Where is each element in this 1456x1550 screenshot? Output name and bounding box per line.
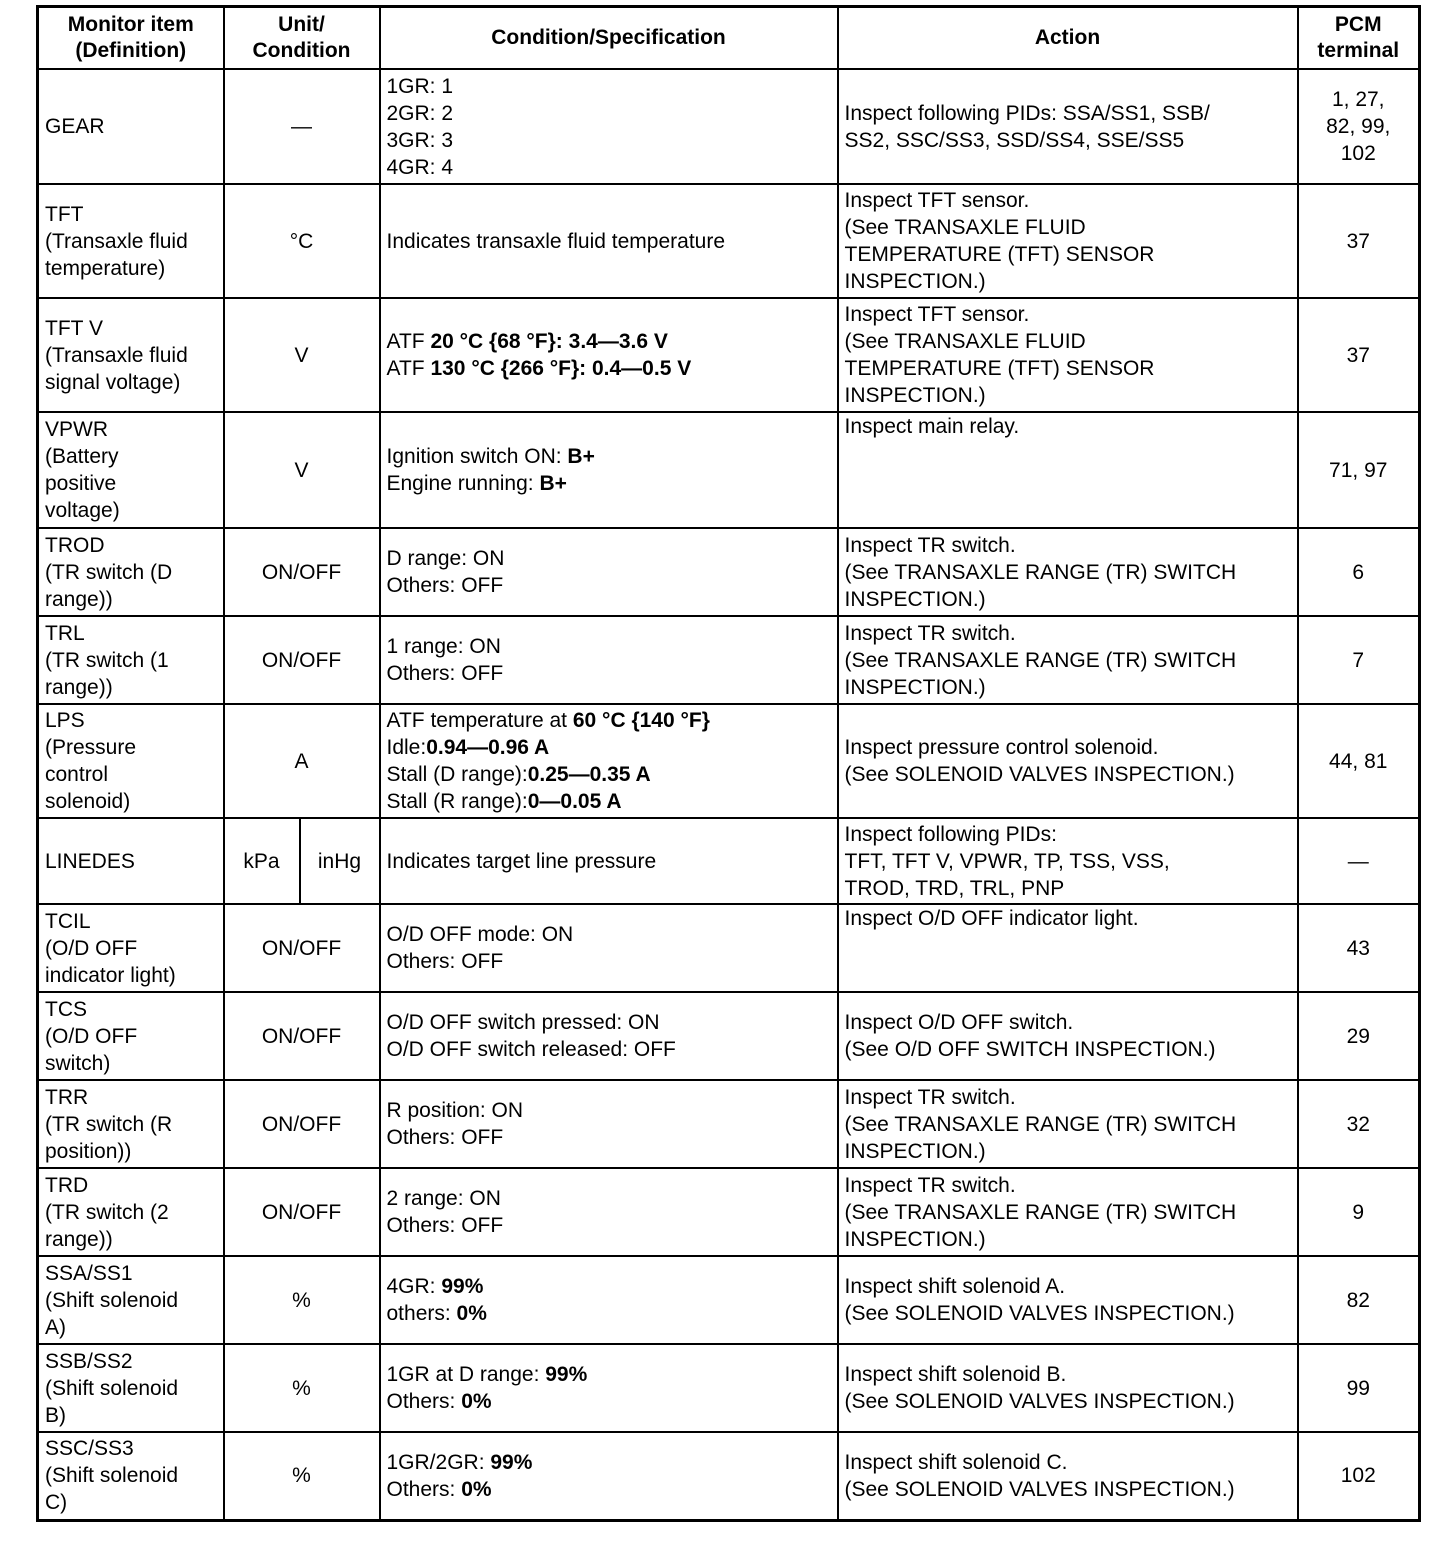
monitor-item-line: (O/D OFF xyxy=(45,936,138,960)
header-pcm-terminal: PCM terminal xyxy=(1298,7,1420,70)
pid-monitor-table xyxy=(36,5,1421,1522)
action-line: Inspect pressure control solenoid. xyxy=(844,736,1159,759)
condition-text: Others: OFF xyxy=(386,1126,504,1149)
action-cell xyxy=(838,69,1298,184)
action-cell xyxy=(838,184,1298,298)
pcm-terminal-line: 82 xyxy=(1346,1288,1370,1312)
unit-cell: ON/OFF xyxy=(224,1168,380,1256)
pcm-terminal-line: 29 xyxy=(1346,1024,1370,1048)
monitor-item-line: SSC/SS3 xyxy=(45,1437,134,1461)
action-line: Inspect main relay. xyxy=(844,415,1020,438)
condition-line xyxy=(387,707,831,734)
condition-text: Engine running: xyxy=(386,472,540,495)
table-row xyxy=(38,69,1420,184)
action-line: (See SOLENOID VALVES INSPECTION.) xyxy=(844,1302,1235,1325)
unit-cell: ON/OFF xyxy=(224,528,380,616)
condition-cell xyxy=(380,904,838,992)
condition-text: 2GR: 2 xyxy=(386,101,454,125)
condition-text: Stall (D range): xyxy=(386,763,528,786)
pcm-terminal-line: 44, 81 xyxy=(1329,749,1388,773)
unit-cell: % xyxy=(224,1256,380,1344)
monitor-item-cell xyxy=(38,298,224,412)
header-unit-condition: Unit/ Condition xyxy=(224,7,380,70)
condition-text: Others: OFF xyxy=(386,1214,504,1237)
monitor-item-cell xyxy=(38,1168,224,1256)
monitor-item-line: TRL xyxy=(45,621,85,645)
action-line: INSPECTION.) xyxy=(844,1139,986,1163)
monitor-item-line: range)) xyxy=(45,675,113,699)
unit-cell: V xyxy=(224,412,380,528)
unit-cell: ON/OFF xyxy=(224,904,380,992)
condition-line xyxy=(387,633,831,660)
table-row xyxy=(38,818,1420,904)
pcm-terminal-cell xyxy=(1298,184,1420,298)
action-cell xyxy=(838,704,1298,818)
monitor-item-line: position)) xyxy=(45,1139,132,1163)
table-row xyxy=(38,704,1420,818)
monitor-item-line: C) xyxy=(45,1491,68,1515)
monitor-item-line: temperature) xyxy=(45,256,166,280)
action-line: INSPECTION.) xyxy=(844,675,986,699)
condition-line xyxy=(387,328,831,355)
monitor-table-sheet xyxy=(36,5,1418,1522)
condition-line xyxy=(387,572,831,599)
monitor-item-line: range)) xyxy=(45,1227,113,1251)
action-cell xyxy=(838,528,1298,616)
condition-line xyxy=(387,788,831,815)
table-body xyxy=(38,69,1420,1520)
condition-text: R position: ON xyxy=(386,1099,524,1122)
table-row xyxy=(38,616,1420,704)
action-line: Inspect TFT sensor. xyxy=(844,303,1030,326)
condition-line xyxy=(387,948,831,975)
action-line: Inspect following PIDs: SSA/SS1, SSB/ xyxy=(844,101,1210,125)
condition-line xyxy=(387,154,831,181)
condition-text: Stall (R range): xyxy=(386,790,528,813)
action-cell xyxy=(838,616,1298,704)
condition-line xyxy=(387,921,831,948)
condition-text: others: xyxy=(386,1302,457,1325)
monitor-item-line: (Shift solenoid xyxy=(45,1376,179,1400)
monitor-item-line: range)) xyxy=(45,587,113,611)
monitor-item-line: A) xyxy=(45,1315,66,1339)
condition-text: ATF xyxy=(386,357,431,380)
pcm-terminal-cell xyxy=(1298,704,1420,818)
condition-cell xyxy=(380,704,838,818)
condition-text: Others: OFF xyxy=(386,662,504,685)
monitor-item-line: solenoid) xyxy=(45,790,131,813)
pcm-terminal-cell xyxy=(1298,616,1420,704)
pcm-terminal-cell xyxy=(1298,992,1420,1080)
action-line: Inspect O/D OFF switch. xyxy=(844,1011,1074,1034)
condition-line xyxy=(387,761,831,788)
condition-line xyxy=(387,1449,831,1476)
pcm-terminal-line: 7 xyxy=(1352,648,1365,672)
condition-line xyxy=(387,470,831,497)
action-cell xyxy=(838,1344,1298,1432)
condition-line xyxy=(387,734,831,761)
unit-cell: ON/OFF xyxy=(224,616,380,704)
condition-line xyxy=(387,660,831,687)
condition-value: 99% xyxy=(441,1275,484,1298)
condition-value: 0% xyxy=(461,1390,492,1413)
action-line: (See TRANSAXLE FLUID xyxy=(844,330,1086,353)
monitor-item-line: B) xyxy=(45,1403,66,1427)
monitor-item-cell xyxy=(38,616,224,704)
condition-cell xyxy=(380,992,838,1080)
condition-line xyxy=(387,1300,831,1327)
action-line: (See SOLENOID VALVES INSPECTION.) xyxy=(844,1390,1235,1413)
condition-text: 2 range: ON xyxy=(386,1187,501,1210)
condition-text: Others: xyxy=(386,1477,462,1501)
action-line: (See O/D OFF SWITCH INSPECTION.) xyxy=(844,1038,1216,1061)
pcm-terminal-cell xyxy=(1298,69,1420,184)
action-line: TEMPERATURE (TFT) SENSOR xyxy=(844,357,1155,380)
action-line: (See TRANSAXLE RANGE (TR) SWITCH xyxy=(844,560,1237,584)
table-row xyxy=(38,904,1420,992)
condition-value: 0% xyxy=(456,1302,487,1325)
monitor-item-line: TCIL xyxy=(45,909,91,933)
condition-text: Ignition switch ON: xyxy=(386,445,568,468)
condition-text: Others: OFF xyxy=(386,574,504,597)
pcm-terminal-line: 32 xyxy=(1346,1112,1370,1136)
monitor-item-cell xyxy=(38,904,224,992)
condition-cell xyxy=(380,1432,838,1520)
action-line: TEMPERATURE (TFT) SENSOR xyxy=(844,243,1155,266)
pcm-terminal-line: 71, 97 xyxy=(1329,458,1388,482)
pcm-terminal-line: 99 xyxy=(1346,1376,1370,1400)
condition-line xyxy=(387,100,831,127)
condition-line xyxy=(387,1097,831,1124)
action-line: Inspect TR switch. xyxy=(844,621,1016,645)
monitor-item-line: (Battery xyxy=(45,445,119,468)
condition-text: 1GR/2GR: xyxy=(386,1450,491,1474)
condition-cell xyxy=(380,412,838,528)
table-row xyxy=(38,1344,1420,1432)
action-line: Inspect TR switch. xyxy=(844,1085,1016,1109)
monitor-item-line: switch) xyxy=(45,1051,111,1075)
pcm-terminal-line: 43 xyxy=(1346,936,1370,960)
action-line: TROD, TRD, TRL, PNP xyxy=(844,876,1065,900)
table-row xyxy=(38,412,1420,528)
unit-cell: % xyxy=(224,1432,380,1520)
table-row xyxy=(38,528,1420,616)
monitor-item-line: GEAR xyxy=(45,115,105,138)
pcm-terminal-line: — xyxy=(1347,849,1369,873)
header-action: Action xyxy=(838,7,1298,70)
condition-cell xyxy=(380,528,838,616)
action-cell xyxy=(838,992,1298,1080)
monitor-item-cell xyxy=(38,1256,224,1344)
monitor-item-cell xyxy=(38,704,224,818)
table-row xyxy=(38,992,1420,1080)
monitor-item-line: (TR switch (R xyxy=(45,1112,173,1136)
table-row xyxy=(38,184,1420,298)
condition-line xyxy=(387,1009,831,1036)
unit-cell: °C xyxy=(224,184,380,298)
action-line: (See TRANSAXLE RANGE (TR) SWITCH xyxy=(844,1112,1237,1136)
condition-line xyxy=(387,1124,831,1151)
monitor-item-line: TRD xyxy=(45,1173,89,1197)
action-cell xyxy=(838,1168,1298,1256)
table-row xyxy=(38,298,1420,412)
action-line: (See SOLENOID VALVES INSPECTION.) xyxy=(844,763,1235,786)
table-row xyxy=(38,1168,1420,1256)
action-cell xyxy=(838,818,1298,904)
monitor-item-line: indicator light) xyxy=(45,963,176,987)
condition-text: 4GR: 4 xyxy=(386,155,454,179)
condition-line xyxy=(387,545,831,572)
monitor-item-line: TCS xyxy=(45,997,87,1021)
condition-text: 1 range: ON xyxy=(386,635,501,658)
condition-cell xyxy=(380,1256,838,1344)
condition-text: Others: xyxy=(386,1390,462,1413)
unit-cell: — xyxy=(224,69,380,184)
pcm-terminal-cell xyxy=(1298,528,1420,616)
action-line: INSPECTION.) xyxy=(844,384,986,407)
monitor-item-line: (Transaxle fluid xyxy=(45,229,188,253)
pcm-terminal-cell xyxy=(1298,1432,1420,1520)
pcm-terminal-line: 102 xyxy=(1340,142,1376,165)
monitor-item-line: (Transaxle fluid xyxy=(45,343,188,367)
condition-line xyxy=(387,73,831,100)
monitor-item-line: control xyxy=(45,763,109,786)
pcm-terminal-line: 9 xyxy=(1352,1200,1365,1224)
pcm-terminal-cell xyxy=(1298,412,1420,528)
unit-cell: inHg xyxy=(300,818,380,904)
action-cell xyxy=(838,1432,1298,1520)
condition-line xyxy=(387,1212,831,1239)
unit-cell: V xyxy=(224,298,380,412)
unit-cell: ON/OFF xyxy=(224,992,380,1080)
monitor-item-line: signal voltage) xyxy=(45,370,181,394)
pcm-terminal-line: 6 xyxy=(1352,560,1365,584)
monitor-item-cell xyxy=(38,528,224,616)
action-line: INSPECTION.) xyxy=(844,270,986,293)
monitor-item-line: TFT V xyxy=(45,316,103,340)
condition-text: ATF temperature at xyxy=(386,709,573,732)
pcm-terminal-cell xyxy=(1298,904,1420,992)
monitor-item-cell xyxy=(38,992,224,1080)
monitor-item-line: positive xyxy=(45,472,117,495)
condition-line xyxy=(387,1185,831,1212)
condition-text: Idle: xyxy=(386,736,427,759)
pcm-terminal-cell xyxy=(1298,818,1420,904)
action-line: Inspect O/D OFF indicator light. xyxy=(844,907,1139,930)
pcm-terminal-cell xyxy=(1298,298,1420,412)
header-condition-specification: Condition/Specification xyxy=(380,7,838,70)
header-monitor-item: Monitor item (Definition) xyxy=(38,7,224,70)
action-line: Inspect shift solenoid B. xyxy=(844,1363,1067,1386)
condition-cell xyxy=(380,69,838,184)
condition-value: 99% xyxy=(490,1450,533,1474)
condition-line xyxy=(387,1476,831,1503)
condition-value: 0% xyxy=(461,1477,492,1501)
condition-value: B+ xyxy=(567,445,595,468)
table-row xyxy=(38,1256,1420,1344)
action-cell xyxy=(838,1080,1298,1168)
monitor-item-line: LINEDES xyxy=(45,849,135,873)
monitor-item-cell xyxy=(38,1344,224,1432)
monitor-item-cell xyxy=(38,1432,224,1520)
action-line: Inspect TR switch. xyxy=(844,533,1016,557)
condition-value: 0—0.05 A xyxy=(527,790,622,813)
unit-cell: A xyxy=(224,704,380,818)
action-cell xyxy=(838,1256,1298,1344)
condition-text: Others: OFF xyxy=(386,950,504,973)
condition-text: Indicates transaxle fluid temperature xyxy=(386,229,726,253)
condition-text: Indicates target line pressure xyxy=(386,849,657,873)
condition-line xyxy=(387,848,831,875)
monitor-item-line: LPS xyxy=(45,709,85,732)
condition-text: 1GR at D range: xyxy=(386,1363,546,1386)
action-line: (See SOLENOID VALVES INSPECTION.) xyxy=(844,1477,1235,1501)
condition-line xyxy=(387,228,831,255)
condition-cell xyxy=(380,818,838,904)
condition-cell xyxy=(380,184,838,298)
monitor-item-line: VPWR xyxy=(45,418,108,441)
action-line: TFT, TFT V, VPWR, TP, TSS, VSS, xyxy=(844,849,1170,873)
condition-line xyxy=(387,1273,831,1300)
monitor-item-line: (Shift solenoid xyxy=(45,1464,179,1488)
condition-text: 4GR: xyxy=(386,1275,442,1298)
action-line: Inspect shift solenoid C. xyxy=(844,1450,1068,1474)
pcm-terminal-cell xyxy=(1298,1256,1420,1344)
condition-value: 0.25—0.35 A xyxy=(527,763,651,786)
unit-cell: kPa xyxy=(224,818,300,904)
condition-value: B+ xyxy=(539,472,567,495)
condition-line xyxy=(387,443,831,470)
monitor-item-cell xyxy=(38,818,224,904)
action-line: Inspect TR switch. xyxy=(844,1173,1016,1197)
monitor-item-line: TFT xyxy=(45,202,84,226)
table-row xyxy=(38,1432,1420,1520)
action-line: (See TRANSAXLE FLUID xyxy=(844,216,1086,239)
condition-line xyxy=(387,1036,831,1063)
pcm-terminal-line: 102 xyxy=(1340,1464,1376,1488)
condition-text: 3GR: 3 xyxy=(386,128,454,152)
action-cell xyxy=(838,904,1298,992)
action-line: INSPECTION.) xyxy=(844,1227,986,1251)
monitor-item-line: (TR switch (1 xyxy=(45,648,169,672)
action-line: (See TRANSAXLE RANGE (TR) SWITCH xyxy=(844,648,1237,672)
unit-cell: % xyxy=(224,1344,380,1432)
header-row xyxy=(38,7,1420,70)
monitor-item-line: (O/D OFF xyxy=(45,1024,138,1048)
action-cell xyxy=(838,412,1298,528)
pcm-terminal-cell xyxy=(1298,1168,1420,1256)
action-line: Inspect shift solenoid A. xyxy=(844,1275,1066,1298)
condition-value: 60 °C {140 °F} xyxy=(572,709,710,732)
monitor-item-cell xyxy=(38,1080,224,1168)
monitor-item-line: (TR switch (2 xyxy=(45,1200,169,1224)
pcm-terminal-cell xyxy=(1298,1080,1420,1168)
action-cell xyxy=(838,298,1298,412)
monitor-item-line: (Pressure xyxy=(45,736,137,759)
condition-line xyxy=(387,1388,831,1415)
unit-cell: ON/OFF xyxy=(224,1080,380,1168)
condition-line xyxy=(387,1361,831,1388)
pcm-terminal-line: 1, 27, xyxy=(1331,88,1385,111)
condition-cell xyxy=(380,1344,838,1432)
monitor-item-line: (Shift solenoid xyxy=(45,1288,179,1312)
condition-cell xyxy=(380,1168,838,1256)
monitor-item-cell xyxy=(38,412,224,528)
action-line: (See TRANSAXLE RANGE (TR) SWITCH xyxy=(844,1200,1237,1224)
condition-text: O/D OFF switch released: OFF xyxy=(386,1038,676,1061)
action-line: INSPECTION.) xyxy=(844,587,986,611)
condition-text: O/D OFF mode: ON xyxy=(386,923,574,946)
condition-line xyxy=(387,127,831,154)
condition-text: 1GR: 1 xyxy=(386,74,454,98)
pcm-terminal-line: 37 xyxy=(1346,229,1370,253)
monitor-item-line: SSA/SS1 xyxy=(45,1261,133,1285)
condition-value: 130 °C {266 °F}: 0.4—0.5 V xyxy=(430,357,692,380)
condition-cell xyxy=(380,1080,838,1168)
monitor-item-line: (TR switch (D xyxy=(45,560,173,584)
action-line: Inspect TFT sensor. xyxy=(844,189,1030,212)
pcm-terminal-line: 82, 99, xyxy=(1326,115,1391,138)
condition-value: 20 °C {68 °F}: 3.4—3.6 V xyxy=(430,330,668,353)
condition-text: D range: ON xyxy=(386,547,505,570)
pcm-terminal-line: 37 xyxy=(1346,343,1370,367)
condition-cell xyxy=(380,616,838,704)
condition-line xyxy=(387,355,831,382)
condition-value: 0.94—0.96 A xyxy=(426,736,550,759)
monitor-item-line: SSB/SS2 xyxy=(45,1349,133,1373)
condition-value: 99% xyxy=(545,1363,588,1386)
monitor-item-line: TRR xyxy=(45,1085,89,1109)
monitor-item-cell xyxy=(38,69,224,184)
monitor-item-cell xyxy=(38,184,224,298)
table-row xyxy=(38,1080,1420,1168)
monitor-item-line: TROD xyxy=(45,533,105,557)
pcm-terminal-cell xyxy=(1298,1344,1420,1432)
action-line: SS2, SSC/SS3, SSD/SS4, SSE/SS5 xyxy=(844,128,1185,152)
condition-text: O/D OFF switch pressed: ON xyxy=(386,1011,660,1034)
condition-cell xyxy=(380,298,838,412)
action-line: Inspect following PIDs: xyxy=(844,822,1057,846)
condition-text: ATF xyxy=(386,330,431,353)
monitor-item-line: voltage) xyxy=(45,499,120,522)
